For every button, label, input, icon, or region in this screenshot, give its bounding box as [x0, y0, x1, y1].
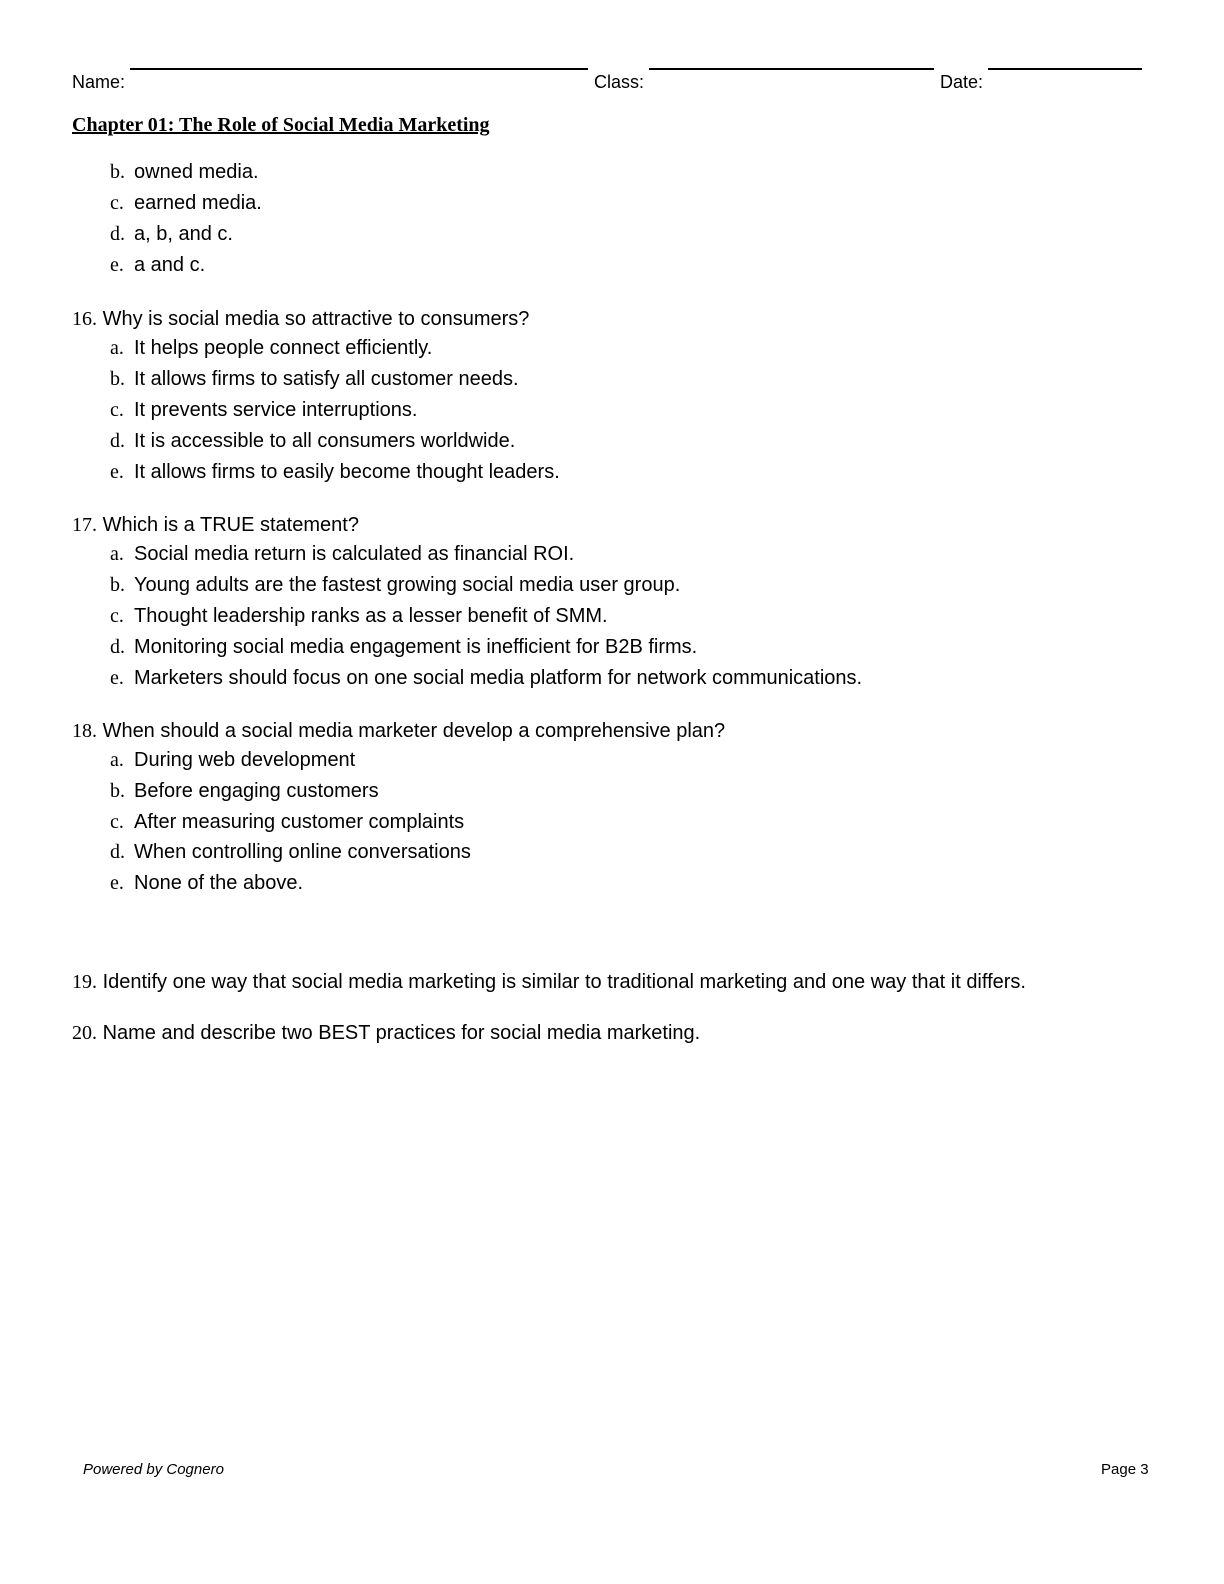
- option-letter: e.: [110, 872, 124, 894]
- option-text: It helps people connect efficiently.: [134, 337, 433, 359]
- option-letter: b.: [110, 368, 125, 390]
- question-text: Why is social media so attractive to consumers?: [102, 308, 530, 330]
- option-letter: d.: [110, 223, 125, 245]
- question-17-option-d: [110, 636, 697, 659]
- option-letter: b.: [110, 780, 125, 802]
- question-17-option-a: [110, 543, 574, 566]
- question-number: 20.: [72, 1022, 97, 1044]
- question-18-stem: [72, 720, 725, 743]
- option-text: Social media return is calculated as financial ROI.: [134, 543, 575, 565]
- option-text: During web development: [134, 749, 356, 771]
- question-16-option-c: [110, 399, 417, 422]
- option-letter: b.: [110, 574, 125, 596]
- option-letter: c.: [110, 192, 124, 214]
- question-18-option-b: [110, 780, 379, 803]
- option-text: It is accessible to all consumers worldwide.: [134, 430, 516, 452]
- question-16-option-e: [110, 461, 560, 484]
- question-19-stem: [72, 971, 1026, 994]
- question-text: Identify one way that social media marketing is similar to traditional marketing and one way that it differs.: [102, 971, 1026, 993]
- option-letter: d.: [110, 636, 125, 658]
- option-text: When controlling online conversations: [134, 841, 471, 863]
- option-text: Marketers should focus on one social media platform for network communications.: [134, 667, 863, 689]
- powered-by-footer: Powered by Cognero: [83, 1461, 224, 1478]
- page-number: Page 3: [1101, 1461, 1149, 1478]
- option-text: Before engaging customers: [134, 780, 379, 802]
- date-label: Date:: [940, 72, 984, 92]
- name-line: [130, 68, 588, 70]
- question-16-option-a: [110, 337, 432, 360]
- question-number: 18.: [72, 720, 97, 742]
- question-18-option-d: [110, 841, 471, 864]
- class-line: [649, 68, 934, 70]
- option-text: owned media.: [134, 161, 259, 183]
- option-text: earned media.: [134, 192, 262, 214]
- question-18-option-e: [110, 872, 303, 895]
- option-letter: c.: [110, 605, 124, 627]
- option-letter: e.: [110, 667, 124, 689]
- option-text: Young adults are the fastest growing social media user group.: [134, 574, 681, 596]
- option-text: None of the above.: [134, 872, 304, 894]
- class-label: Class:: [594, 72, 645, 92]
- continued-option-c: [110, 192, 262, 215]
- option-letter: e.: [110, 461, 124, 483]
- question-17-option-b: [110, 574, 680, 597]
- question-number: 16.: [72, 308, 97, 330]
- option-letter: e.: [110, 254, 124, 276]
- continued-option-e: [110, 254, 205, 277]
- option-text: It allows firms to easily become thought leaders.: [134, 461, 560, 483]
- option-text: It prevents service interruptions.: [134, 399, 418, 421]
- continued-option-d: [110, 223, 233, 246]
- option-letter: a.: [110, 749, 124, 771]
- option-letter: c.: [110, 399, 124, 421]
- question-16-option-d: [110, 430, 515, 453]
- question-text: Which is a TRUE statement?: [102, 514, 359, 536]
- question-18-option-a: [110, 749, 355, 772]
- option-text: a, b, and c.: [134, 223, 233, 245]
- question-16-stem: [72, 308, 529, 331]
- header-fields: [72, 72, 1144, 98]
- question-17-option-e: [110, 667, 862, 690]
- continued-option-b: [110, 161, 259, 184]
- question-number: 17.: [72, 514, 97, 536]
- option-letter: c.: [110, 811, 124, 833]
- option-letter: d.: [110, 841, 125, 863]
- question-text: Name and describe two BEST practices for social media marketing.: [102, 1022, 701, 1044]
- question-17-stem: [72, 514, 359, 537]
- option-text: Thought leadership ranks as a lesser benefit of SMM.: [134, 605, 608, 627]
- option-text: Monitoring social media engagement is inefficient for B2B firms.: [134, 636, 698, 658]
- option-letter: b.: [110, 161, 125, 183]
- question-text: When should a social media marketer develop a comprehensive plan?: [102, 720, 726, 742]
- option-letter: a.: [110, 543, 124, 565]
- option-letter: d.: [110, 430, 125, 452]
- chapter-title: Chapter 01: The Role of Social Media Marketing: [72, 114, 490, 136]
- option-text: a and c.: [134, 254, 206, 276]
- option-letter: a.: [110, 337, 124, 359]
- question-20-stem: [72, 1022, 700, 1045]
- option-text: After measuring customer complaints: [134, 811, 465, 833]
- question-16-option-b: [110, 368, 519, 391]
- question-number: 19.: [72, 971, 97, 993]
- date-line: [988, 68, 1142, 70]
- question-18-option-c: [110, 811, 464, 834]
- name-label: Name:: [72, 72, 126, 92]
- question-17-option-c: [110, 605, 608, 628]
- option-text: It allows firms to satisfy all customer needs.: [134, 368, 519, 390]
